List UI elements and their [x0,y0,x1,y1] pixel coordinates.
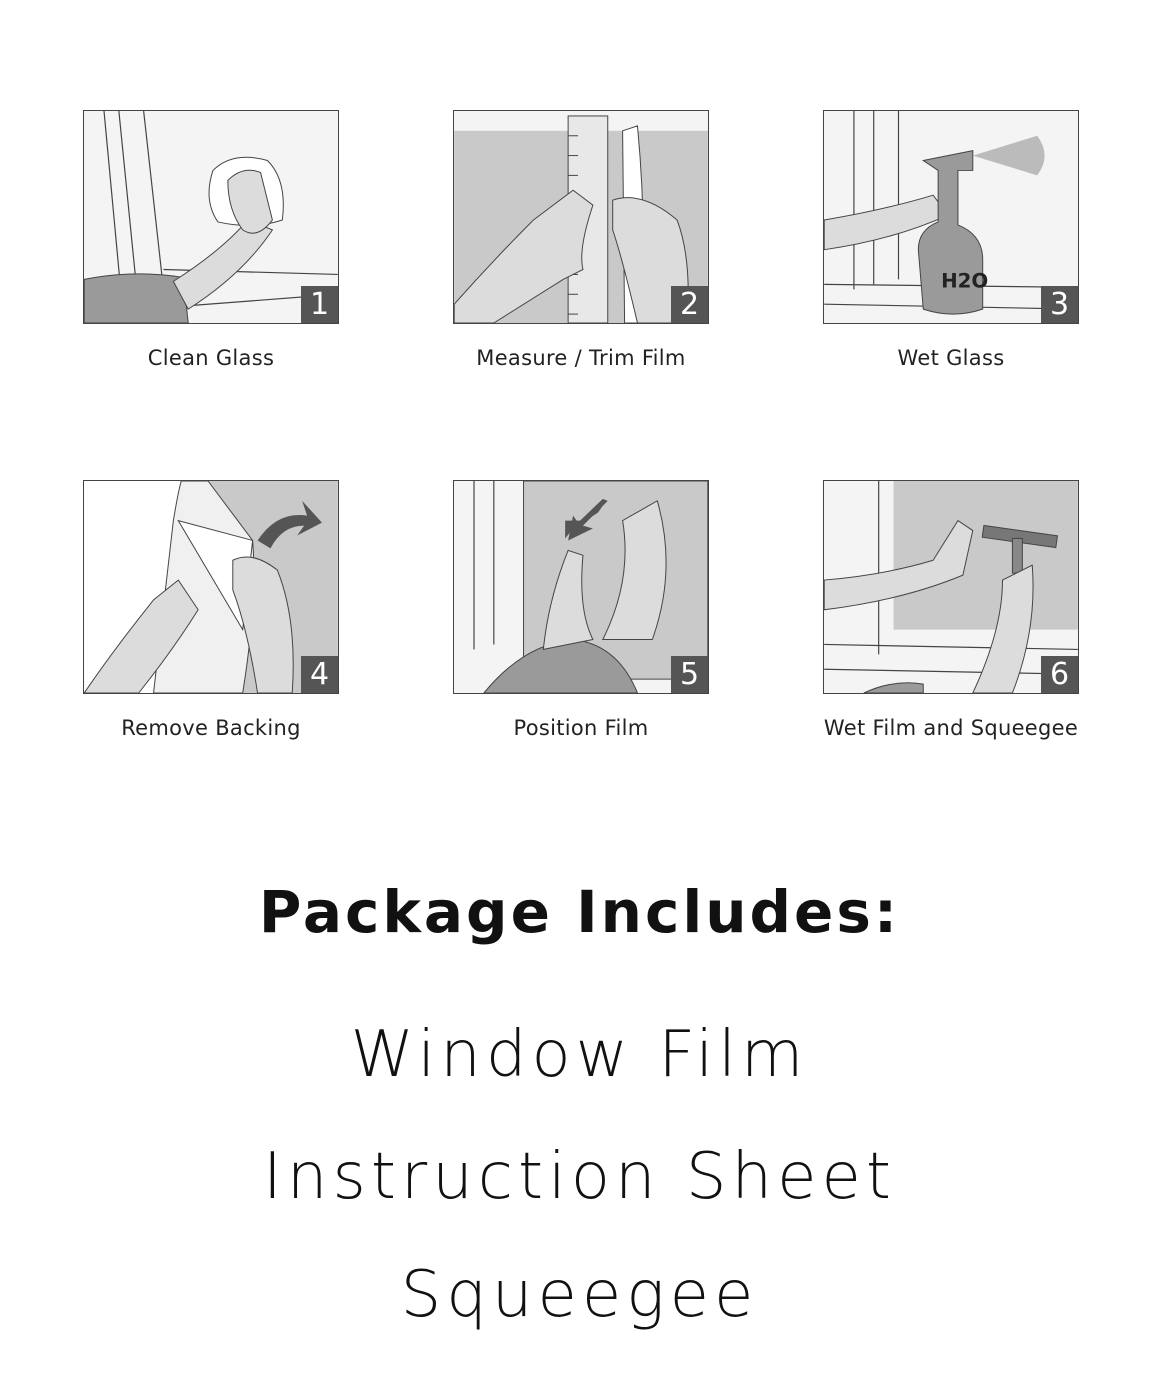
squeegee-icon [823,480,1079,694]
peel-backing-icon [83,480,339,694]
package-item-window-film: Window Film [350,1018,809,1092]
bottle-label: H2O [941,269,989,293]
hand-wiping-glass-icon [83,110,339,324]
step-label: Measure / Trim Film [476,346,686,370]
ruler-and-cutter-icon [453,110,709,324]
step-number-badge: 4 [301,656,338,693]
step-label: Wet Glass [897,346,1005,370]
hands-positioning-film-icon [453,480,709,694]
package-title: Package Includes: [258,878,901,946]
step-number-badge: 3 [1041,286,1078,323]
step-number-badge: 2 [671,286,708,323]
spray-bottle-h2o-icon [823,110,1079,324]
step-label: Clean Glass [147,346,275,370]
step-label: Wet Film and Squeegee [823,716,1079,740]
package-item-instruction-sheet: Instruction Sheet [263,1140,896,1214]
step-label: Position Film [513,716,649,740]
step-label: Remove Backing [121,716,301,740]
step-number-badge: 1 [301,286,338,323]
package-item-squeegee: Squeegee [400,1258,759,1332]
step-number-badge: 5 [671,656,708,693]
step-number-badge: 6 [1041,656,1078,693]
